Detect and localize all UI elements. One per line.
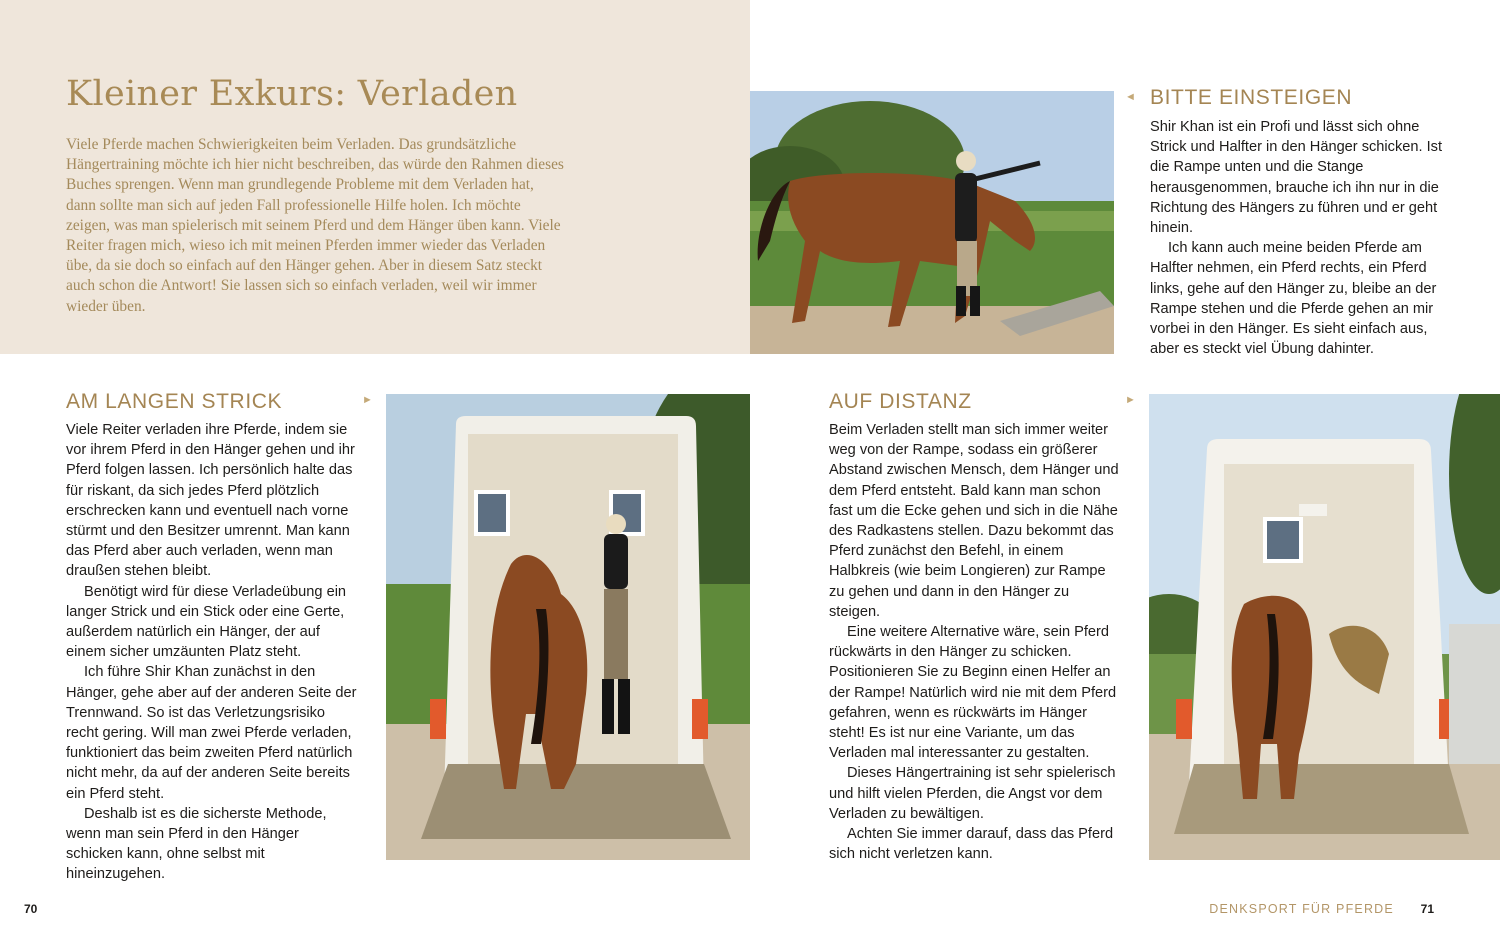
section-body-bitte-einsteigen xyxy=(1150,117,1450,359)
paragraph: Ich führe Shir Khan zunächst in den Hänger, gehe aber auf der anderen Seite der Trennwand. So ist das Verletzungsrisiko recht gering. Will man zwei Pferde verladen, funktioniert das beim zweiten Pferd natürlich nicht mehr, da auf der anderen Seite bereits ein Pferd steht. xyxy=(66,664,357,802)
paragraph: Deshalb ist es die sicherste Methode, wenn man sein Pferd in den Hänger schicken kann, ohne selbst mit hineinzugehen. xyxy=(66,805,327,883)
page-number-right: 71 xyxy=(1420,902,1434,916)
running-head-title: DENKSPORT FÜR PFERDE xyxy=(1209,902,1394,916)
section-heading-auf-distanz: AUF DISTANZ xyxy=(829,390,972,413)
paragraph: Ich kann auch meine beiden Pferde am Halfter nehmen, ein Pferd rechts, ein Pferd links, gehe auf den Hänger zu, bleibe an der Rampe stehen und die Pferde gehen an mir vorbei in den Hänger. Es sieht einfach aus, aber es steckt viel Übung dahinter. xyxy=(1150,240,1437,358)
chapter-title: Kleiner Exkurs: Verladen xyxy=(66,74,518,114)
paragraph: Dieses Hängertraining ist sehr spielerisch und hilft vielen Pferden, die Angst vor dem Verladen zu bewältigen. xyxy=(829,765,1116,822)
section-heading-am-langen-strick: AM LANGEN STRICK xyxy=(66,390,283,413)
paragraph: Benötigt wird für diese Verladeübung ein langer Strick und ein Stick oder eine Gerte, außerdem natürlich ein Hänger, der auf einem sicher umzäunten Platz steht. xyxy=(66,583,347,661)
intro-paragraph: Viele Pferde machen Schwierigkeiten beim Verladen. Das grundsätzliche Hängertraining möchte ich hier nicht beschreiben, das würde den Rahmen dieses Buches sprengen. Wenn man grundlegende Probleme mit dem Verladen hat, dann sollte man sich auf jeden Fall professionelle Hilfe holen. Ich möchte zeigen, was man spielerisch mit seinem Pferd und dem Hänger üben kann. Viele Reiter fragen mich, wieso ich mit meinen Pferden immer wieder das Verladen übe, da sie doch so einfach auf den Hänger gehen. Aber in diesem Satz steckt auch schon die Antwort! Sie lassen sich so einfach verladen, weil wir immer wieder üben. xyxy=(66,136,564,315)
section-arrow-marker: ► xyxy=(362,394,373,406)
section-arrow-marker: ◄ xyxy=(1125,91,1136,103)
section-body-am-langen-strick xyxy=(66,420,358,885)
running-head xyxy=(1209,902,1434,916)
paragraph: Beim Verladen stellt man sich immer weiter weg von der Rampe, sodass ein größerer Abstand zwischen Mensch, dem Hänger und dem Pferd entsteht. Bald kann man schon fast um die Ecke gehen und sich in die Nähe des Radkastens stellen. Dazu bekommt das Pferd zunächst den Befehl, in einem Halbkreis (wie beim Longieren) zur Rampe zu gehen und dann in den Hänger zu steigen. xyxy=(829,422,1119,620)
paragraph: Eine weitere Alternative wäre, sein Pferd rückwärts in den Hänger zu schicken. Positionieren Sie zu Beginn einen Helfer an der Rampe! Natürlich wird nie mit dem Pferd gefahren, wenn es rückwärts im Hänger steht! Es ist nur eine Variante, um das Verladen mal interessanter zu gestalten. xyxy=(829,624,1117,762)
paragraph: Viele Reiter verladen ihre Pferde, indem sie vor ihrem Pferd in den Hänger gehen und ihr Pferd folgen lassen. Ich persönlich halte das für riskant, da sich jedes Pferd plötzlich erschrecken kann und eventuell nach vorne stürmt und den Besitzer umrennt. Man kann das Pferd aber auch verladen, wenn man draußen stehen bleibt. xyxy=(66,422,355,580)
section-body-auf-distanz xyxy=(829,420,1119,864)
section-arrow-marker: ► xyxy=(1125,394,1136,406)
photo-horse-field xyxy=(750,91,1114,354)
paragraph: Achten Sie immer darauf, dass das Pferd sich nicht verletzen kann. xyxy=(829,826,1114,863)
page-number-left: 70 xyxy=(24,902,38,916)
photo-trailer-distance xyxy=(1149,394,1500,860)
paragraph: Shir Khan ist ein Profi und lässt sich ohne Strick und Halfter in den Hänger schicken. Ist die Rampe unten und die Stange herausgenommen, brauche ich ihn nur in die Richtung des Hängers zu führen und er geht hinein. xyxy=(1150,119,1443,237)
section-heading-bitte-einsteigen: BITTE EINSTEIGEN xyxy=(1150,86,1353,109)
photo-trailer-leading xyxy=(386,394,750,860)
